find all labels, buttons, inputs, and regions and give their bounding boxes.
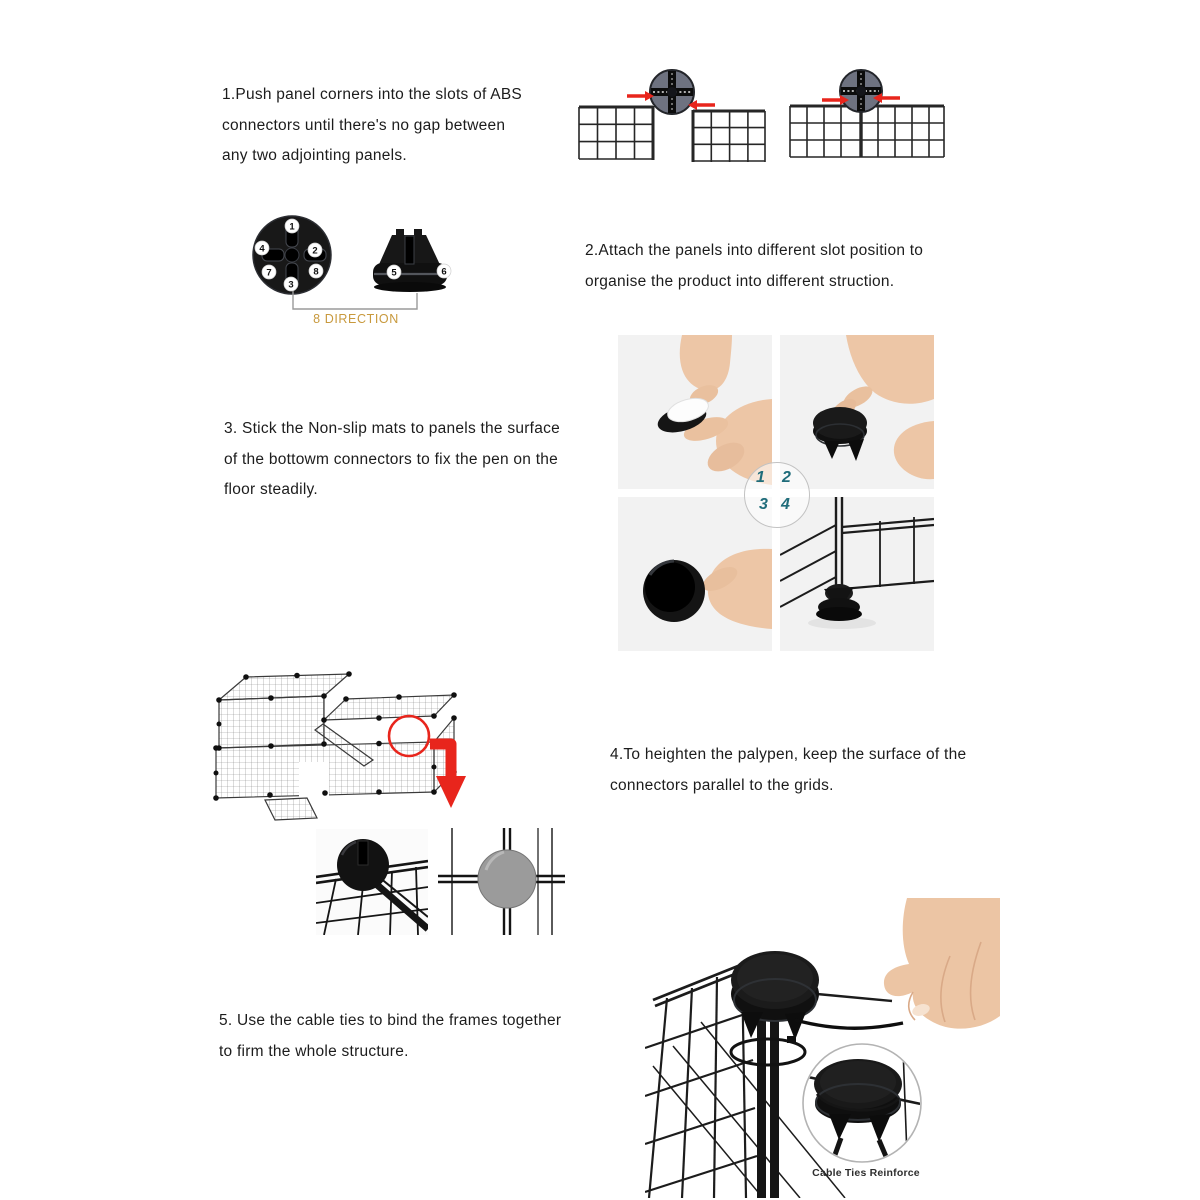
svg-text:6: 6 [441,266,447,278]
ball-connector-drawing [316,829,428,935]
disc-connector [478,850,536,908]
step4-line: 4.To heighten the palypen, keep the surface of the [610,746,967,763]
hand-upper [680,335,732,391]
panel-number-4: 4 [781,496,790,513]
mat-photo-1 [618,335,772,489]
svg-text:4: 4 [259,243,265,255]
connector-zoom-circle [840,70,882,112]
foot-on-grid-photo [780,497,934,651]
panel-number-2: 2 [782,469,791,486]
slot-badge-5 [387,265,401,279]
ball-connector-zoom-photo [316,829,428,935]
cable-tie-caption: Cable Ties Reinforce [812,1167,920,1179]
step3-text [224,414,560,506]
step1-line: connectors until there's no gap between [222,116,506,134]
mat-photo-3 [618,497,772,651]
corner-post [757,1004,779,1198]
step4-line: connectors parallel to the grids. [610,776,834,794]
playpen-structure-diagram [203,660,473,828]
joined-grid-panels [790,106,944,157]
svg-text:5: 5 [391,267,397,279]
step1-line: 1.Push panel corners into the slots of ABS [222,86,523,103]
step5-line: to firm the whole structure. [219,1042,409,1060]
mat-photo-2 [780,335,934,489]
step5-line: 5. Use the cable ties to bind the frames together [219,1012,562,1029]
slot-badge-8 [309,264,323,278]
peel-sticker-photo [618,335,772,489]
right-grid-panel [693,110,765,162]
left-grid-panel [579,106,653,160]
step4-text [610,740,966,801]
step2-line: 2.Attach the panels into different slot position to [585,242,924,259]
svg-text:1: 1 [289,221,295,233]
connector-foot [816,584,862,621]
step3-line: floor steadily. [224,481,318,498]
cable-tie-photo [645,898,1000,1198]
svg-text:2: 2 [312,245,318,257]
step3-line: 3. Stick the Non-slip mats to panels the surface [224,420,560,437]
step5-text [219,1006,561,1067]
playpen-mesh-faces [216,674,454,820]
hold-mat-photo [618,497,772,651]
slot-badge-1 [285,219,299,233]
step1-text [222,80,522,172]
svg-text:8: 8 [313,266,319,278]
slot-badge-2 [308,243,322,257]
hand [884,898,1000,1029]
svg-text:7: 7 [266,267,272,279]
panel-numbers-circle [744,462,810,528]
direction-label: 8 DIRECTION [313,312,399,326]
slot-badge-3 [284,277,298,291]
connector-side-view [373,229,447,292]
hold-connector-photo [780,335,934,489]
connector-views-figure [245,205,473,313]
direction-bracket [293,291,417,309]
panel-number-3: 3 [759,496,768,513]
step2-text [585,236,923,297]
slot-badge-7 [262,265,276,279]
slot-badge-6 [437,264,451,278]
slot-badge-4 [255,241,269,255]
panels-gap-diagram [575,56,770,172]
cable-tie-zoom-inset [803,1044,921,1166]
panel-number-1: 1 [756,469,765,486]
mat-photo-4 [780,497,934,651]
step2-line: organise the product into different struction. [585,272,895,290]
step3-line: of the bottowm connectors to fix the pen on the [224,450,559,468]
panels-joined-diagram [786,56,952,172]
step1-line: any two adjointing panels. [222,147,407,164]
svg-text:3: 3 [288,279,294,291]
hand-lower [894,421,934,479]
disc-connector-drawing [438,828,565,935]
disc-connector-zoom-photo [438,828,565,935]
connector-zoom-circle [650,70,694,114]
